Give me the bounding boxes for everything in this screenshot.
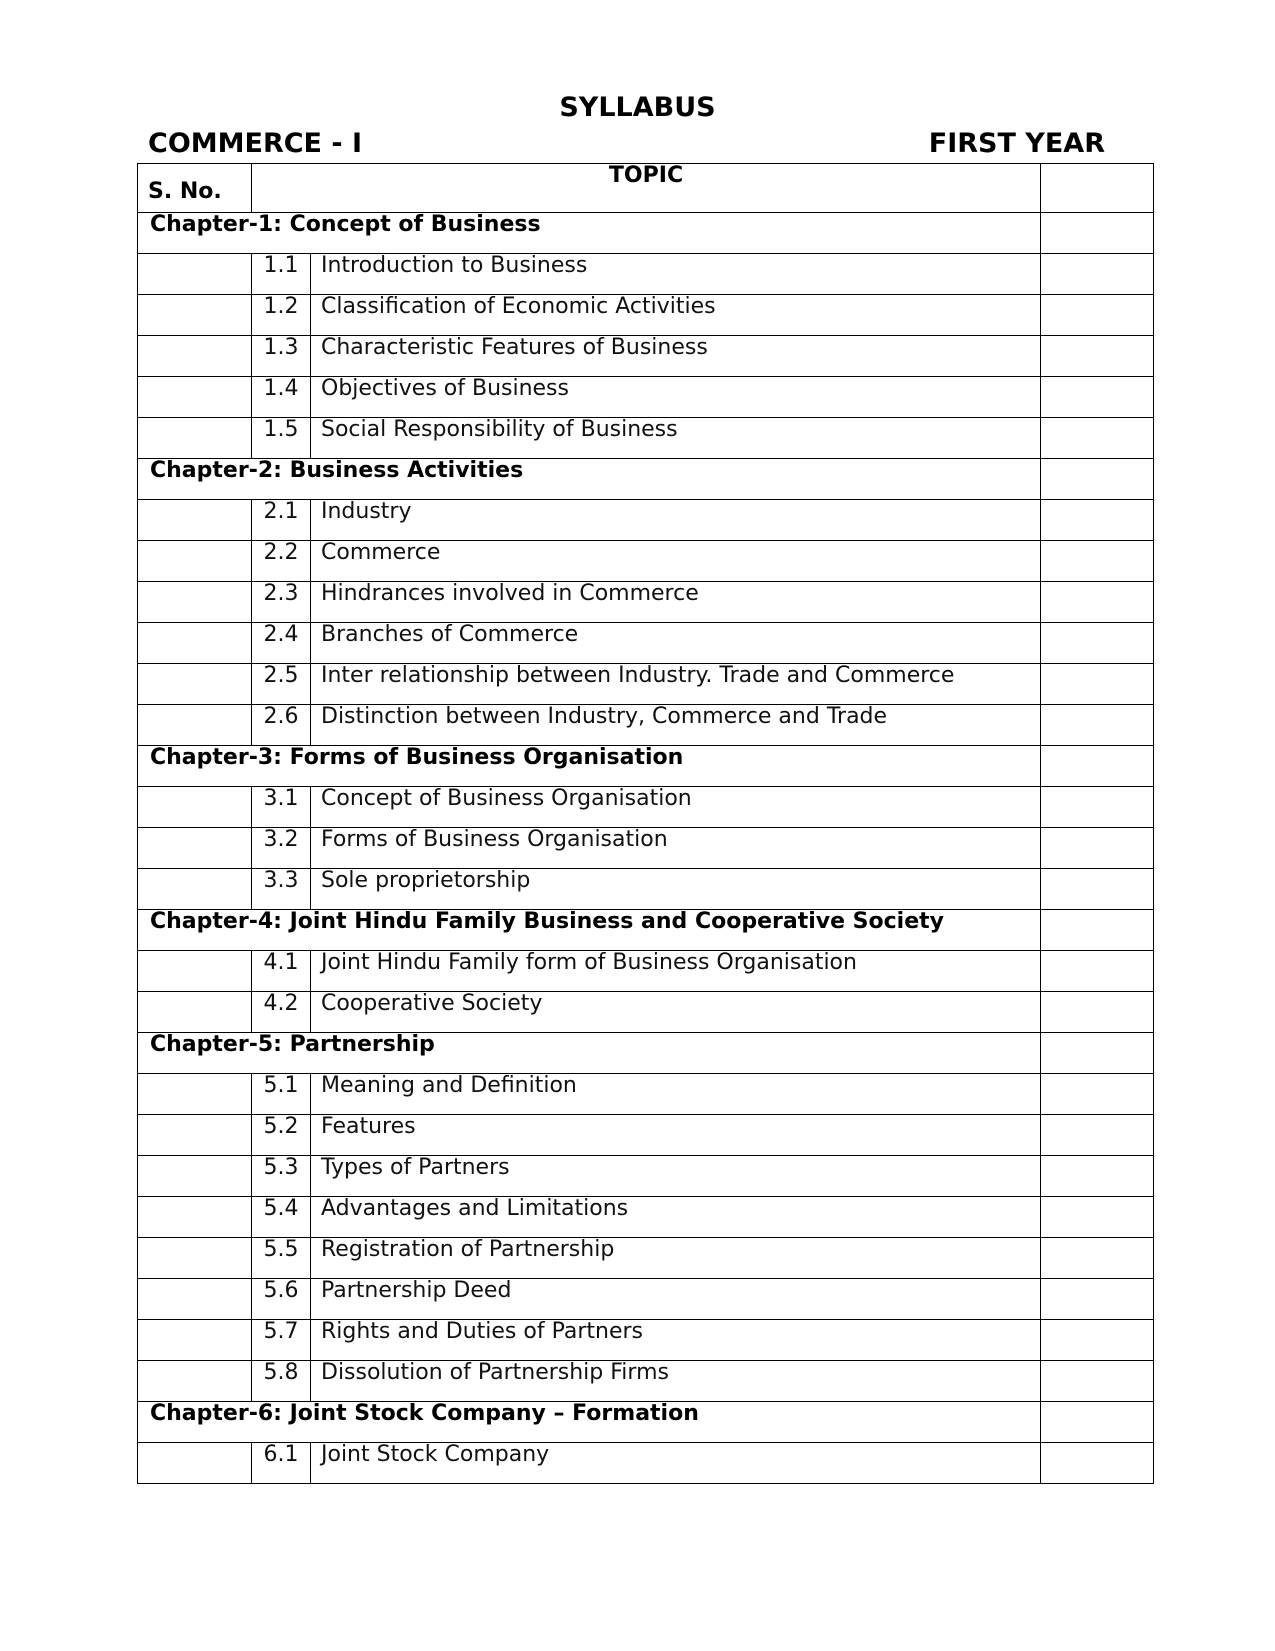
topic-number: 1.2: [252, 295, 311, 336]
topic-number: 2.5: [252, 664, 311, 705]
topic-number: 2.3: [252, 582, 311, 623]
chapter-title: Chapter-5: Partnership: [138, 1033, 1041, 1074]
topic-text: Hindrances involved in Commerce: [311, 582, 1041, 623]
blank-cell: [138, 1074, 252, 1115]
topic-number: 5.3: [252, 1156, 311, 1197]
topic-row: [138, 1320, 1154, 1361]
topic-number: 3.2: [252, 828, 311, 869]
blank-cell: [1041, 951, 1154, 992]
blank-cell: [1041, 1156, 1154, 1197]
topic-row: [138, 951, 1154, 992]
topic-number: 3.3: [252, 869, 311, 910]
blank-cell: [1041, 1361, 1154, 1402]
year-label: FIRST YEAR: [928, 128, 1105, 159]
topic-row: [138, 828, 1154, 869]
blank-cell: [138, 705, 252, 746]
topic-row: [138, 336, 1154, 377]
chapter-title: Chapter-4: Joint Hindu Family Business and Cooperative Society: [138, 910, 1041, 951]
blank-cell: [1041, 746, 1154, 787]
topic-number: 5.4: [252, 1197, 311, 1238]
blank-cell: [1041, 500, 1154, 541]
blank-cell: [138, 951, 252, 992]
blank-cell: [1041, 582, 1154, 623]
topic-text: Advantages and Limitations: [311, 1197, 1041, 1238]
blank-cell: [138, 1197, 252, 1238]
blank-cell: [138, 664, 252, 705]
topic-text: Social Responsibility of Business: [311, 418, 1041, 459]
blank-cell: [138, 418, 252, 459]
chapter-title: Chapter-3: Forms of Business Organisation: [138, 746, 1041, 787]
blank-cell: [1041, 1033, 1154, 1074]
topic-number: 4.2: [252, 992, 311, 1033]
blank-cell: [1041, 992, 1154, 1033]
topic-row: [138, 992, 1154, 1033]
topic-number: 1.4: [252, 377, 311, 418]
topic-number: 4.1: [252, 951, 311, 992]
topic-text: Commerce: [311, 541, 1041, 582]
blank-cell: [138, 336, 252, 377]
topic-text: Introduction to Business: [311, 254, 1041, 295]
blank-cell: [1041, 869, 1154, 910]
blank-cell: [138, 377, 252, 418]
topic-text: Forms of Business Organisation: [311, 828, 1041, 869]
topic-text: Partnership Deed: [311, 1279, 1041, 1320]
topic-text: Joint Stock Company: [311, 1443, 1041, 1484]
topic-row: [138, 582, 1154, 623]
topic-row: [138, 1443, 1154, 1484]
topic-number: 3.1: [252, 787, 311, 828]
blank-cell: [1041, 295, 1154, 336]
topic-number: 2.2: [252, 541, 311, 582]
blank-cell: [1041, 418, 1154, 459]
topic-row: [138, 1197, 1154, 1238]
topic-number: 1.5: [252, 418, 311, 459]
topic-row: [138, 254, 1154, 295]
topic-text: Classification of Economic Activities: [311, 295, 1041, 336]
blank-cell: [1041, 664, 1154, 705]
blank-cell: [138, 541, 252, 582]
topic-number: 5.6: [252, 1279, 311, 1320]
blank-cell: [138, 1443, 252, 1484]
blank-cell: [1041, 1402, 1154, 1443]
blank-cell: [138, 1156, 252, 1197]
chapter-row: [138, 746, 1154, 787]
topic-row: [138, 869, 1154, 910]
blank-cell: [138, 500, 252, 541]
topic-text: Distinction between Industry, Commerce and Trade: [311, 705, 1041, 746]
topic-text: Dissolution of Partnership Firms: [311, 1361, 1041, 1402]
topic-row: [138, 418, 1154, 459]
topic-row: [138, 664, 1154, 705]
blank-cell: [138, 1115, 252, 1156]
topic-number: 5.8: [252, 1361, 311, 1402]
topic-number: 2.6: [252, 705, 311, 746]
topic-row: [138, 705, 1154, 746]
topic-row: [138, 377, 1154, 418]
topic-text: Cooperative Society: [311, 992, 1041, 1033]
syllabus-table: [137, 163, 1154, 1484]
topic-row: [138, 1074, 1154, 1115]
chapter-title: Chapter-6: Joint Stock Company – Formation: [138, 1402, 1041, 1443]
blank-cell: [138, 1238, 252, 1279]
blank-cell: [138, 582, 252, 623]
chapter-title: Chapter-2: Business Activities: [138, 459, 1041, 500]
topic-text: Concept of Business Organisation: [311, 787, 1041, 828]
blank-cell: [1041, 828, 1154, 869]
topic-number: 1.1: [252, 254, 311, 295]
chapter-row: [138, 910, 1154, 951]
topic-text: Characteristic Features of Business: [311, 336, 1041, 377]
topic-text: Features: [311, 1115, 1041, 1156]
blank-cell: [1041, 541, 1154, 582]
topic-text: Rights and Duties of Partners: [311, 1320, 1041, 1361]
topic-row: [138, 623, 1154, 664]
document-title: SYLLABUS: [559, 92, 716, 123]
blank-cell: [138, 828, 252, 869]
column-header-sno: S. No.: [138, 164, 252, 213]
topic-row: [138, 1156, 1154, 1197]
blank-cell: [1041, 1320, 1154, 1361]
blank-cell: [138, 1279, 252, 1320]
blank-cell: [1041, 705, 1154, 746]
blank-cell: [1041, 623, 1154, 664]
topic-text: Meaning and Definition: [311, 1074, 1041, 1115]
blank-cell: [138, 623, 252, 664]
topic-row: [138, 1238, 1154, 1279]
topic-number: 5.5: [252, 1238, 311, 1279]
topic-number: 5.1: [252, 1074, 311, 1115]
topic-row: [138, 541, 1154, 582]
chapter-title: Chapter-1: Concept of Business: [138, 213, 1041, 254]
topic-text: Inter relationship between Industry. Trade and Commerce: [311, 664, 1041, 705]
topic-number: 5.7: [252, 1320, 311, 1361]
blank-cell: [1041, 787, 1154, 828]
topic-text: Industry: [311, 500, 1041, 541]
chapter-row: [138, 1033, 1154, 1074]
blank-cell: [1041, 1279, 1154, 1320]
blank-cell: [1041, 1074, 1154, 1115]
blank-cell: [1041, 213, 1154, 254]
topic-row: [138, 500, 1154, 541]
topic-text: Sole proprietorship: [311, 869, 1041, 910]
topic-row: [138, 295, 1154, 336]
topic-row: [138, 1361, 1154, 1402]
chapter-row: [138, 1402, 1154, 1443]
topic-number: 5.2: [252, 1115, 311, 1156]
blank-cell: [138, 295, 252, 336]
topic-number: 2.1: [252, 500, 311, 541]
column-header-topic: TOPIC: [252, 164, 1041, 213]
topic-text: Joint Hindu Family form of Business Organisation: [311, 951, 1041, 992]
blank-cell: [1041, 254, 1154, 295]
topic-row: [138, 787, 1154, 828]
blank-cell: [138, 254, 252, 295]
blank-cell: [1041, 910, 1154, 951]
blank-cell: [1041, 1443, 1154, 1484]
topic-number: 6.1: [252, 1443, 311, 1484]
blank-cell: [1041, 164, 1154, 213]
subject-name: COMMERCE - I: [148, 128, 363, 159]
blank-cell: [1041, 377, 1154, 418]
blank-cell: [1041, 1238, 1154, 1279]
blank-cell: [1041, 1197, 1154, 1238]
topic-row: [138, 1279, 1154, 1320]
topic-text: Branches of Commerce: [311, 623, 1041, 664]
topic-text: Registration of Partnership: [311, 1238, 1041, 1279]
blank-cell: [138, 1320, 252, 1361]
topic-text: Types of Partners: [311, 1156, 1041, 1197]
topic-row: [138, 1115, 1154, 1156]
topic-text: Objectives of Business: [311, 377, 1041, 418]
table-header-row: [138, 164, 1154, 213]
chapter-row: [138, 459, 1154, 500]
topic-number: 2.4: [252, 623, 311, 664]
blank-cell: [1041, 1115, 1154, 1156]
blank-cell: [138, 1361, 252, 1402]
blank-cell: [138, 787, 252, 828]
blank-cell: [1041, 336, 1154, 377]
blank-cell: [138, 869, 252, 910]
topic-number: 1.3: [252, 336, 311, 377]
chapter-row: [138, 213, 1154, 254]
blank-cell: [138, 992, 252, 1033]
blank-cell: [1041, 459, 1154, 500]
